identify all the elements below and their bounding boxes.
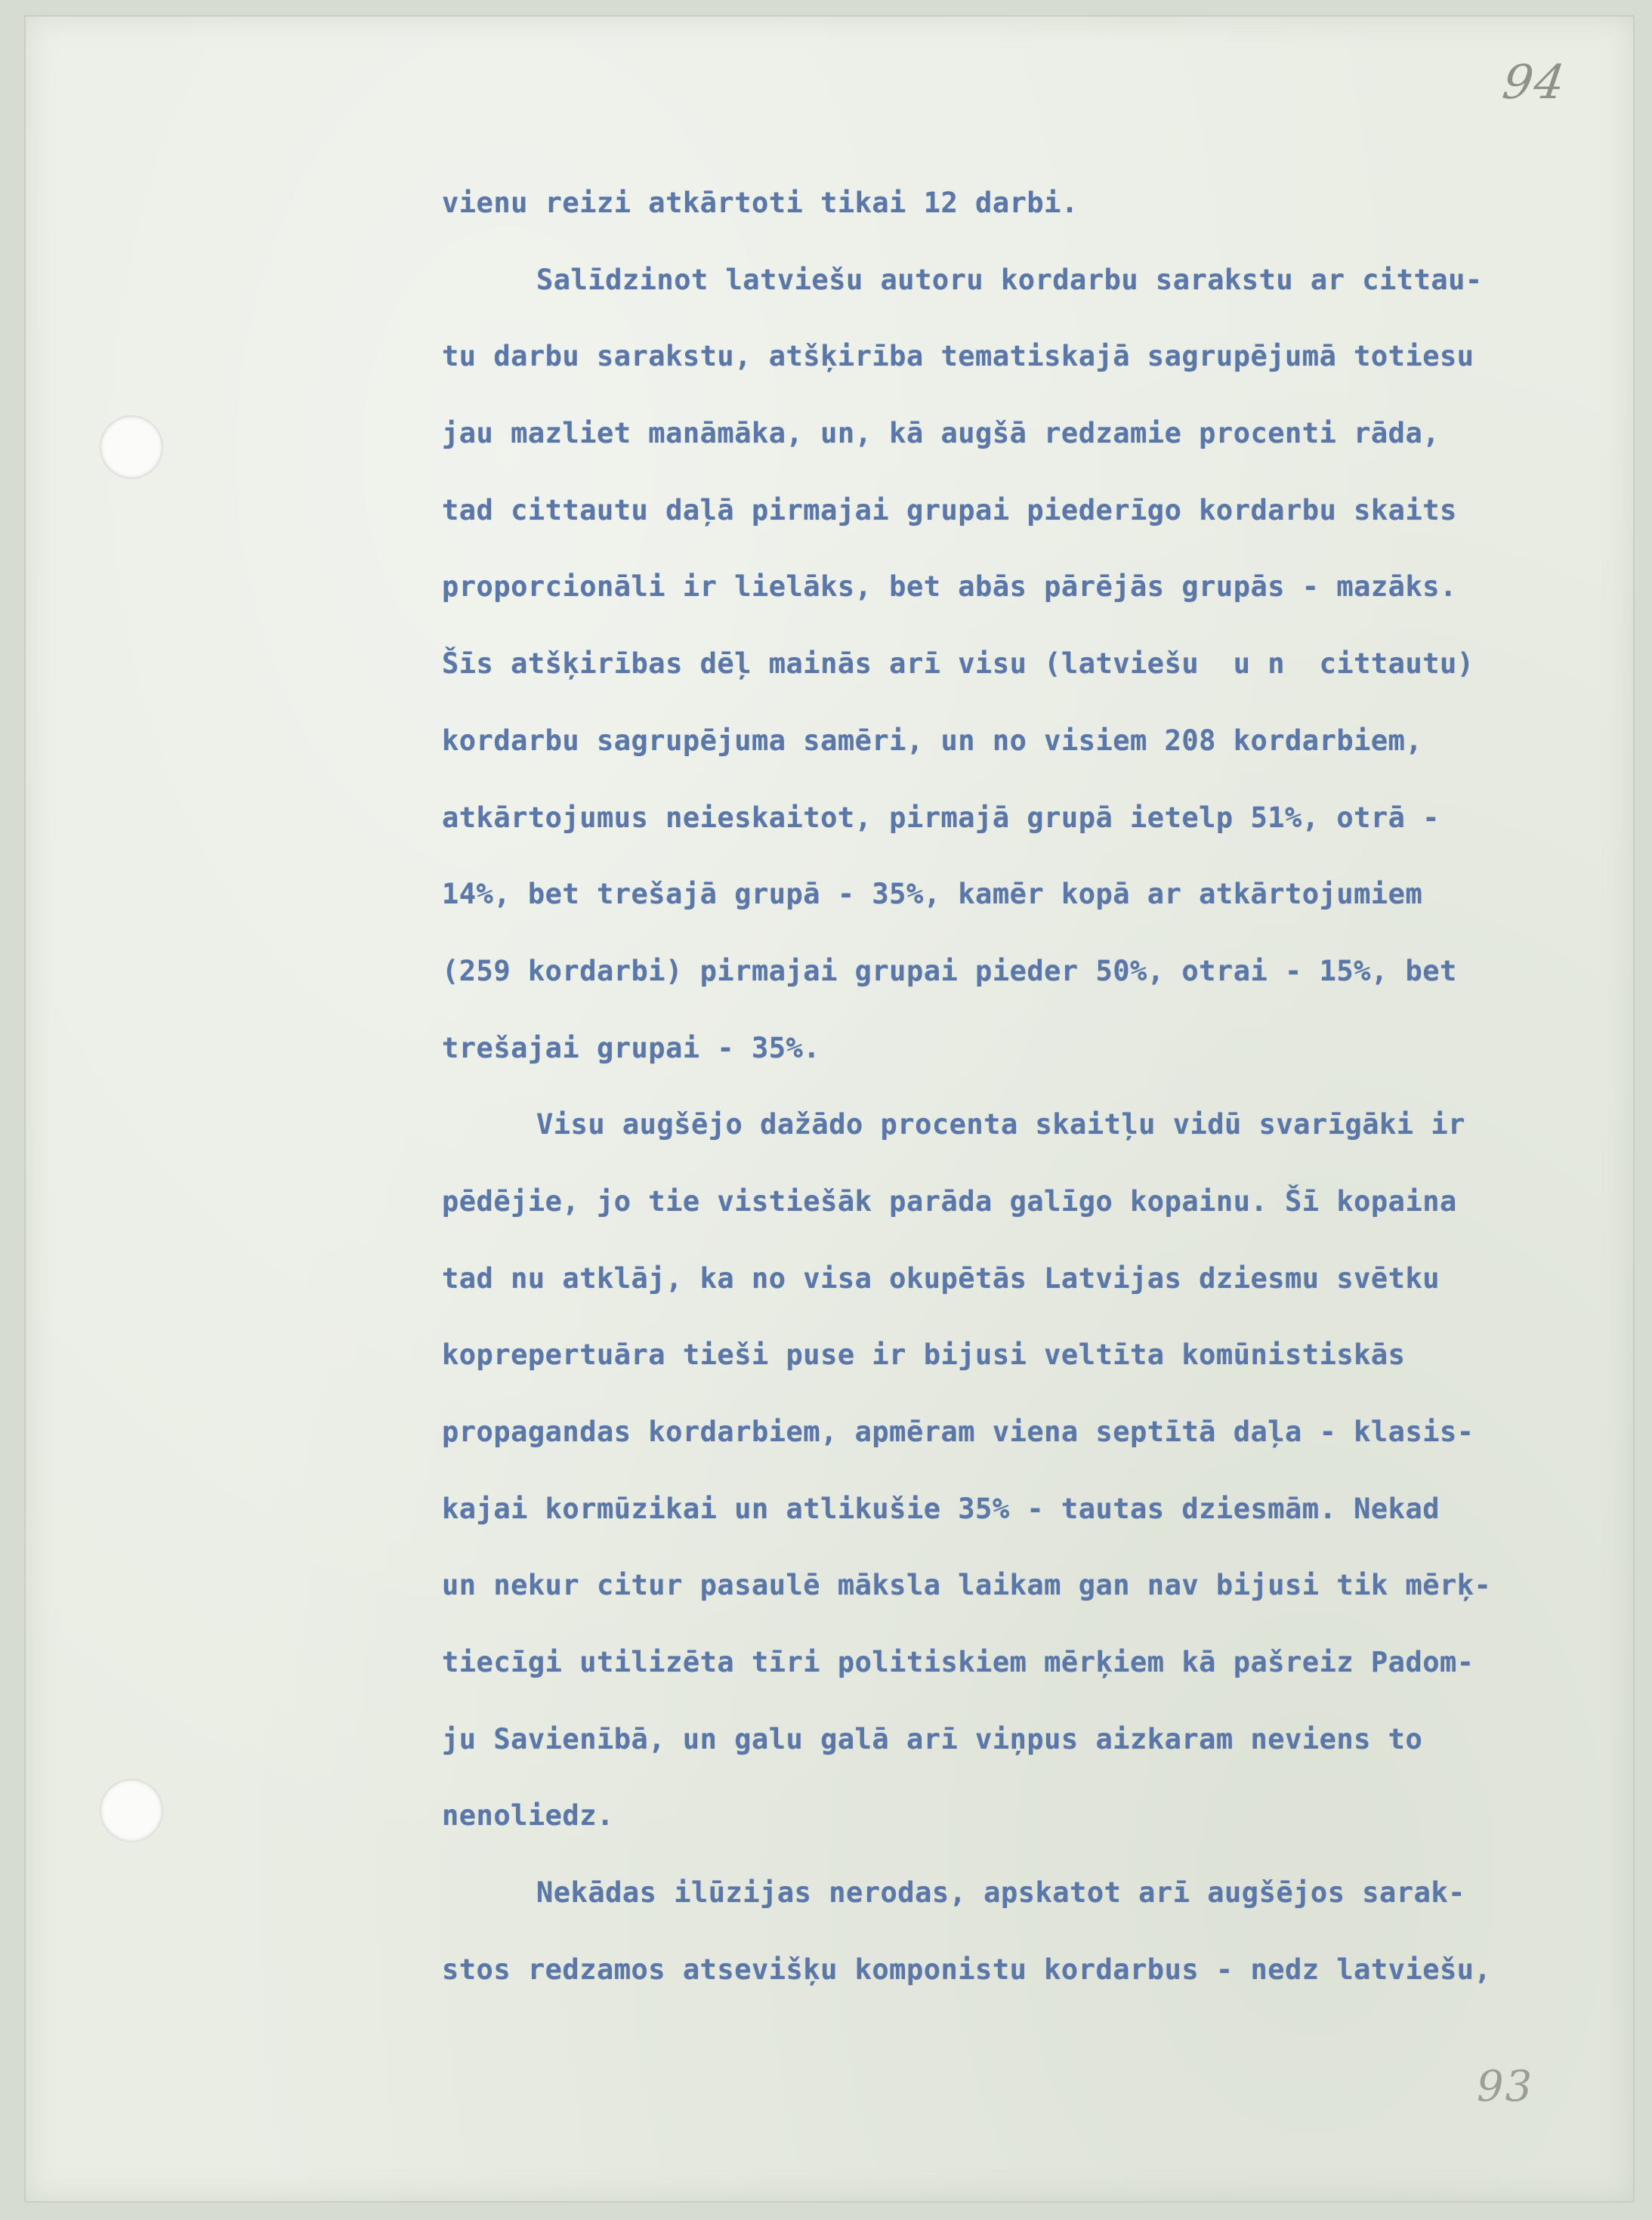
text-line: koprepertuāra tieši puse ir bijusi veltīta komūnistiskās xyxy=(442,1338,1406,1372)
text-line: propagandas kordarbiem, apmēram viena septītā daļa - klasis- xyxy=(442,1416,1474,1448)
text-line: proporcionāli ir lielāks, bet abās pārējās grupās - mazāks. xyxy=(442,570,1457,604)
text-line: kajai kormūzikai un atlikušie 35% - tautas dziesmām. Nekad xyxy=(442,1492,1440,1525)
text-line: Šīs atšķirības dēļ mainās arī visu (latviešu u n cittautu) xyxy=(442,647,1474,681)
text-line: (259 kordarbi) pirmajai grupai pieder 50%, otrai - 15%, bet xyxy=(442,954,1457,987)
text-line: tu darbu sarakstu, atšķirība tematiskajā sagrupējumā totiesu xyxy=(442,340,1474,373)
text-line: tad cittautu daļā pirmajai grupai piederīgo kordarbu skaits xyxy=(442,493,1457,526)
handwritten-page-number-top: 94 xyxy=(1499,54,1570,110)
punch-hole-top xyxy=(100,415,163,479)
text-line: stos redzamos atsevišķu komponistu kordarbus - nedz latviešu, xyxy=(442,1953,1492,1986)
text-line: trešajai grupai - 35%. xyxy=(442,1031,821,1064)
handwritten-page-number-bottom: 93 xyxy=(1477,2062,1534,2111)
text-line: kordarbu sagrupējuma samēri, un no visiem 208 kordarbiem, xyxy=(442,724,1423,757)
text-line: Visu augšējo dažādo procenta skaitļu vidū svarīgāki ir xyxy=(536,1108,1465,1141)
text-line: tad nu atklāj, ka no visa okupētās Latvijas dziesmu svētku xyxy=(442,1261,1440,1295)
text-line: Salīdzinot latviešu autoru kordarbu sarakstu ar cittau- xyxy=(536,263,1483,296)
text-line: ju Savienībā, un galu galā arī viņpus aizkaram neviens to xyxy=(442,1722,1423,1755)
punch-hole-bottom xyxy=(100,1779,163,1842)
text-line: vienu reizi atkārtoti tikai 12 darbi. xyxy=(442,187,1079,219)
text-line: nenoliedz. xyxy=(442,1799,614,1833)
text-line: Nekādas ilūzijas nerodas, apskatot arī augšējos sarak- xyxy=(536,1876,1465,1910)
text-line: tiecīgi utilizēta tīri politiskiem mērķiem kā pašreiz Padom- xyxy=(442,1646,1474,1679)
text-line: 14%, bet trešajā grupā - 35%, kamēr kopā ar atkārtojumiem xyxy=(442,878,1423,911)
text-line: atkārtojumus neieskaitot, pirmajā grupā ietelp 51%, otrā - xyxy=(442,801,1440,834)
text-line: jau mazliet manāmāka, un, kā augšā redzamie procenti rāda, xyxy=(442,417,1440,450)
text-line: un nekur citur pasaulē māksla laikam gan nav bijusi tik mērķ- xyxy=(442,1569,1492,1602)
typed-body-text xyxy=(442,177,1567,2021)
text-line: pēdējie, jo tie vistiešāk parāda galīgo kopainu. Šī kopaina xyxy=(442,1184,1457,1218)
